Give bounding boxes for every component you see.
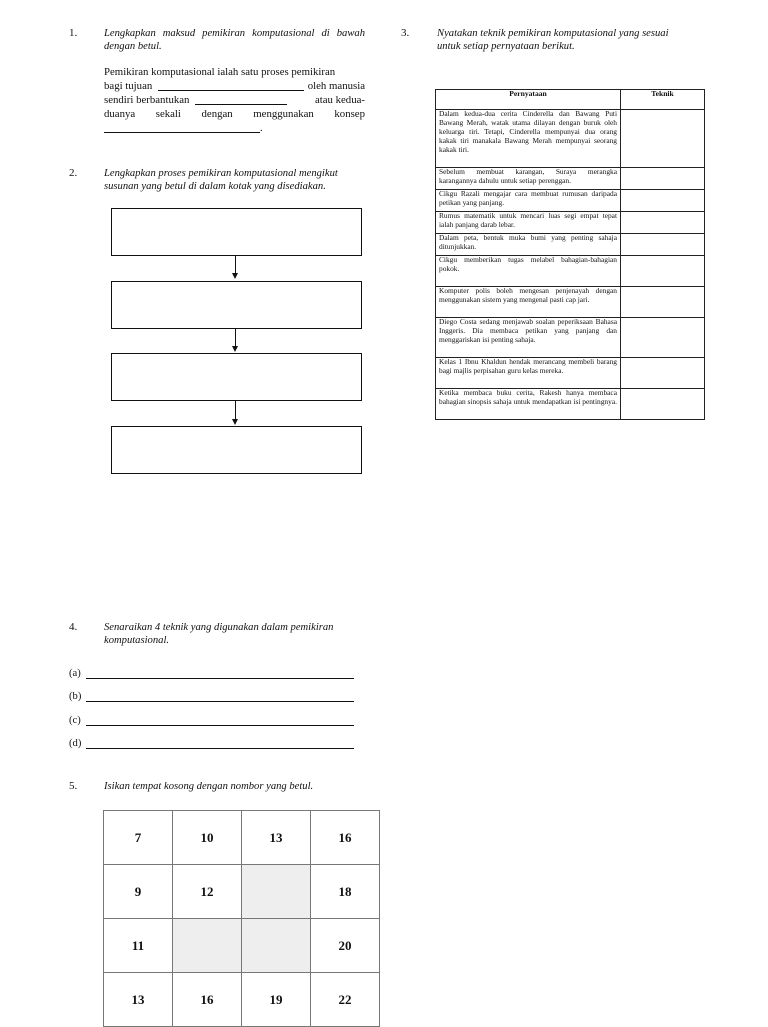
grid-blank-cell[interactable]: [173, 919, 242, 973]
table-row: [436, 234, 705, 256]
technique-table: [435, 89, 705, 420]
grid-cell: 10: [173, 811, 242, 865]
q1-line2: bagi tujuan oleh manusia: [104, 80, 365, 92]
q5-instruction: Isikan tempat kosong dengan nombor yang betul.: [104, 781, 314, 792]
technique-answer-cell[interactable]: [621, 256, 705, 287]
grid-row: [104, 973, 380, 1027]
technique-answer-cell[interactable]: [621, 168, 705, 190]
technique-answer-cell[interactable]: [621, 287, 705, 318]
q1-line1: Pemikiran komputasional ialah satu proses pemikiran: [104, 66, 336, 78]
q1-blank-3[interactable]: [104, 122, 260, 133]
list-item: [69, 655, 354, 679]
answer-line-b[interactable]: [86, 689, 354, 702]
statement-cell: Cikgu memberikan tugas melabel bahagian-bahagian pokok.: [436, 256, 621, 287]
grid-cell: 20: [311, 919, 380, 973]
flow-box-3[interactable]: [111, 353, 362, 401]
q2-instruction: Lengkapkan proses pemikiran komputasional mengikut susunan yang betul di dalam kotak yang disediakan.: [104, 168, 338, 192]
grid-cell: 13: [242, 811, 311, 865]
q1-paragraph: [104, 66, 365, 136]
technique-answer-cell[interactable]: [621, 212, 705, 234]
answer-label: (c): [69, 714, 81, 726]
answer-line-c[interactable]: [86, 713, 354, 726]
flow-arrow-2: [234, 329, 236, 352]
header-technique: Teknik: [621, 90, 705, 110]
grid-row: [104, 865, 380, 919]
q4-answer-list: [69, 655, 354, 749]
q1-line3: sendiri berbantukan atau kedua-: [104, 94, 365, 106]
grid-cell: 16: [173, 973, 242, 1027]
statement-cell: Kelas 1 Ibnu Khaldun hendak merancang membeli barang bagi majlis perpisahan guru kelas mereka.: [436, 358, 621, 389]
grid-cell: 18: [311, 865, 380, 919]
answer-label: (b): [69, 691, 82, 702]
q1-line4: duanya sekali dengan menggunakan konsep: [104, 107, 365, 120]
grid-cell: 16: [311, 811, 380, 865]
q2-number: 2.: [69, 167, 78, 179]
technique-answer-cell[interactable]: [621, 318, 705, 358]
statement-cell: Ketika membaca buku cerita, Rakesh hanya membaca bahagian sinopsis sahaja untuk mendapatkan isi pentingnya.: [436, 389, 621, 420]
table-row: [436, 358, 705, 389]
table-row: [436, 212, 705, 234]
grid-row: [104, 811, 380, 865]
q1-instruction: Lengkapkan maksud pemikiran komputasional di bawah dengan betul.: [104, 28, 365, 52]
q4-number: 4.: [69, 621, 78, 633]
technique-answer-cell[interactable]: [621, 234, 705, 256]
technique-answer-cell[interactable]: [621, 110, 705, 168]
grid-cell: 22: [311, 973, 380, 1027]
table-row: [436, 287, 705, 318]
q1-blank-1[interactable]: [158, 80, 303, 91]
table-row: [436, 110, 705, 168]
q3-instruction: Nyatakan teknik pemikiran komputasional yang sesuai untuk setiap pernyataan berikut.: [437, 28, 669, 52]
statement-cell: Sebelum membuat karangan, Suraya merangka karangannya dahulu untuk setiap perenggan.: [436, 168, 621, 190]
table-row: [436, 318, 705, 358]
q4-instruction: Senaraikan 4 teknik yang digunakan dalam pemikiran komputasional.: [104, 622, 334, 646]
table-row: [436, 190, 705, 212]
grid-cell: 9: [104, 865, 173, 919]
answer-line-a[interactable]: [86, 666, 354, 679]
statement-cell: Dalam kedua-dua cerita Cinderella dan Bawang Puti Bawang Merah, watak utama dilayan dengan buruk oleh keluarga tiri. Tetapi, Cinderella mempunyai dua orang kakak tiri manakala Bawang Merah mempunyai seorang kakak tiri.: [436, 110, 621, 168]
list-item: [69, 726, 354, 750]
statement-cell: Cikgu Razali mengajar cara membuat rumusan daripada petikan yang panjang.: [436, 190, 621, 212]
grid-cell: 7: [104, 811, 173, 865]
q1-number: 1.: [69, 27, 78, 39]
grid-row: [104, 919, 380, 973]
technique-table-header: [436, 90, 705, 110]
header-statement: Pernyataan: [436, 90, 621, 110]
table-row: [436, 256, 705, 287]
statement-cell: Diego Costa sedang menjawab soalan peperiksaan Bahasa Inggeris. Dia membaca petikan yang panjang dan menggariskan isi penting sahaja.: [436, 318, 621, 358]
grid-cell: 12: [173, 865, 242, 919]
number-grid: [103, 810, 380, 1027]
technique-answer-cell[interactable]: [621, 190, 705, 212]
q5-number: 5.: [69, 780, 78, 792]
grid-cell: 13: [104, 973, 173, 1027]
answer-label: (d): [69, 738, 82, 749]
table-row: [436, 168, 705, 190]
flow-box-2[interactable]: [111, 281, 362, 329]
technique-answer-cell[interactable]: [621, 389, 705, 420]
flow-arrow-3: [234, 401, 236, 425]
flow-arrow-1: [234, 256, 236, 279]
flow-box-1[interactable]: [111, 208, 362, 256]
grid-blank-cell[interactable]: [242, 865, 311, 919]
statement-cell: Komputer polis boleh mengesan penjenayah dengan menggunakan sistem yang mengenal pasti cap jari.: [436, 287, 621, 318]
statement-cell: Rumus matematik untuk mencari luas segi empat tepat ialah panjang darab lebar.: [436, 212, 621, 234]
grid-blank-cell[interactable]: [242, 919, 311, 973]
q1-line5: .: [104, 122, 365, 136]
answer-line-d[interactable]: [86, 736, 354, 749]
grid-cell: 11: [104, 919, 173, 973]
grid-cell: 19: [242, 973, 311, 1027]
q3-number: 3.: [401, 27, 410, 39]
flow-box-4[interactable]: [111, 426, 362, 474]
answer-label: (a): [69, 667, 81, 679]
list-item: [69, 702, 354, 726]
list-item: [69, 679, 354, 703]
technique-answer-cell[interactable]: [621, 358, 705, 389]
table-row: [436, 389, 705, 420]
statement-cell: Dalam peta, bentuk muka bumi yang penting sahaja ditunjukkan.: [436, 234, 621, 256]
q1-blank-2[interactable]: [195, 94, 287, 105]
